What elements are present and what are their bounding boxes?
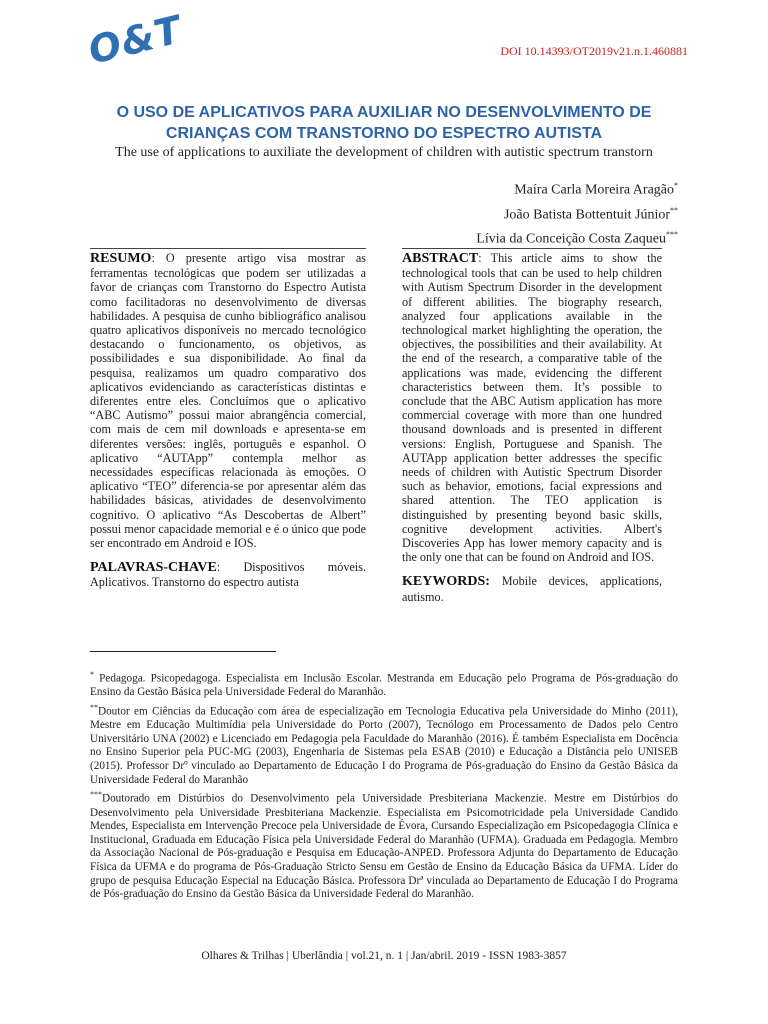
abstract-section: [402, 251, 662, 604]
footnote: **Doutor em Ciências da Educação com área de especialização em Tecnologia Educativa pela Universidade do Minho (2011), Mestre em Educação Multimídia pela Universidade do Porto (2007), Tecnólogo em Processamento de Dados pelo Centro Universitário UNA (2002) e Licenciado em Pedagogia pela Faculdade do Maranhão (2016). É também Especialista em Docência no Ensino Superior pela PUC-MG (2003), Engenharia de Sistemas pela ESAB (2010) e Educação a Distância pelo UNISEB (2015). Professor Drº vinculado ao Departamento de Educação I do Programa de Pós-graduação do Ensino da Gestão Básica da Universidade Federal do Maranhão: [90, 702, 678, 786]
journal-footer: Olhares & Trilhas | Uberlândia | vol.21, n. 1 | Jan/abril. 2019 - ISSN 1983-3857: [201, 950, 567, 962]
resumo-section: [90, 251, 366, 590]
resumo-text: RESUMO: O presente artigo visa mostrar as ferramentas tecnológicas que podem ser utilizadas a favor de crianças com Transtorno do Espectro Autista como facilitadoras no desenvolvimento de diversas habilidades. A pesquisa de cunho bibliográfico analisou quatro aplicativos disponíveis no mercado tecnológico destacando o funcionamento, os objetivos, as possibilidades e sua disponibilidade. Ao final da pesquisa, realizamos um quadro comparativo dos aplicativos evidenciando as características distintas e diferentes entre eles. Concluímos que o aplicativo “ABC Autismo” possui maior abrangência comercial, com mais de cem mil downloads e apresenta-se em diferentes versões: inglês, português e espanhol. O aplicativo “AUTApp” contempla melhor as necessidades específicas relacionada às emoções. O aplicativo “TEO” diferencia-se por apresentar além das habilidades básicas, atividades de desenvolvimento cognitivo. O aplicativo “As Descobertas de Albert” possui menor capacidade memorial e é o único que pode ser encontrado em Android e IOS.: [90, 251, 366, 551]
author: Lívia da Conceição Costa Zaqueu***: [476, 230, 678, 247]
footnote: * Pedagoga. Psicopedagoga. Especialista em Inclusão Escolar. Mestranda em Educação pelo Programa de Pós-graduação do Ensino da Gestão Básica pela Universidade Federal do Maranhão.: [90, 670, 678, 699]
footnote-rule: [90, 651, 276, 652]
keywords-label: KEYWORDS:: [402, 574, 490, 590]
palavras-chave: PALAVRAS-CHAVE: Dispositivos móveis. Aplicativos. Transtorno do espectro autista: [90, 560, 366, 590]
journal-logo: O&T: [84, 7, 187, 73]
abstract-text: ABSTRACT: This article aims to show the technological tools that can be used to help children with Autism Spectrum Disorder in the development of different abilities. The biography research, analyzed four applications available in the technological market highlighting the operation, the objectives, the possibilities and their availability. At the end of the research, a comparative table of the applications was made, evidencing the different characteristics between them. It’s possible to conclude that the ABC Autism application has more commercial coverage with more than one hundred thousand downloads and is presented in different versions: English, Portuguese and Spanish. The AUTApp application better addresses the specific needs of children with Autistic Spectrum Disorder such as behavior, emotions, facial expressions and shared attention. The TEO application is distinguished by presenting beyond basic skills, cognitive development activities. Albert's Discoveries App has lower memory capacity and is the only one that can be found on Android and IOS.: [402, 251, 662, 565]
footnote-marker[interactable]: ***: [666, 230, 678, 240]
author-list: [476, 176, 678, 250]
abstract-top-rule: [402, 248, 662, 249]
abstract-label: ABSTRACT: [402, 251, 479, 266]
footnotes: [90, 668, 678, 903]
resumo-top-rule: [90, 248, 366, 249]
footnote-marker[interactable]: *: [674, 181, 678, 190]
article-subtitle: The use of applications to auxiliate the development of children with autistic spectrum transtorn: [115, 145, 653, 160]
author: Maíra Carla Moreira Aragão*: [514, 181, 678, 198]
doi-link[interactable]: DOI 10.14393/OT2019v21.n.1.460881: [500, 44, 688, 58]
footnote: ***Doutorado em Distúrbios do Desenvolvimento pela Universidade Presbiteriana Mackenzie. Mestre em Distúrbios do Desenvolvimento pela Universidade Presbiteriana Mackenzie. Especialista em Psicomotricidade pela Universidade Candido Mendes, Especialista em Intervenção Precoce pela Universidade de Évora, Cursando Especialização em Psicopedagogia Clínica e Institucional, Graduada em Educação Física pela Universidade Federal do Maranhão (UFMA). Graduada em Pedagogia. Membro da Associação Nacional de Pós-graduação e Pesquisa em Educação-ANPED. Professora Adjunta do Departamento de Educação Física da UFMA e do programa de Pós-Graduação Stricto Sensu em Gestão de Ensino da Educação Básica da UFMA. Líder do grupo de pesquisa Educação Especial na Educação Básica. Professora Drª vinculada ao Departamento de Educação I do Programa de Pós-graduação do Ensino da Gestão Básica da Universidade Federal do Maranhão.: [90, 790, 678, 901]
article-title: O USO DE APLICATIVOS PARA AUXILIAR NO DESENVOLVIMENTO DE CRIANÇAS COM TRANSTORNO DO ESPECTRO AUTISTA: [116, 104, 652, 142]
footnote-marker[interactable]: **: [670, 205, 678, 215]
palavras-label: PALAVRAS-CHAVE: [90, 560, 217, 576]
author: João Batista Bottentuit Júnior**: [503, 205, 678, 223]
keywords: KEYWORDS: Mobile devices, applications, autismo.: [402, 574, 662, 604]
resumo-label: RESUMO: [90, 251, 152, 266]
